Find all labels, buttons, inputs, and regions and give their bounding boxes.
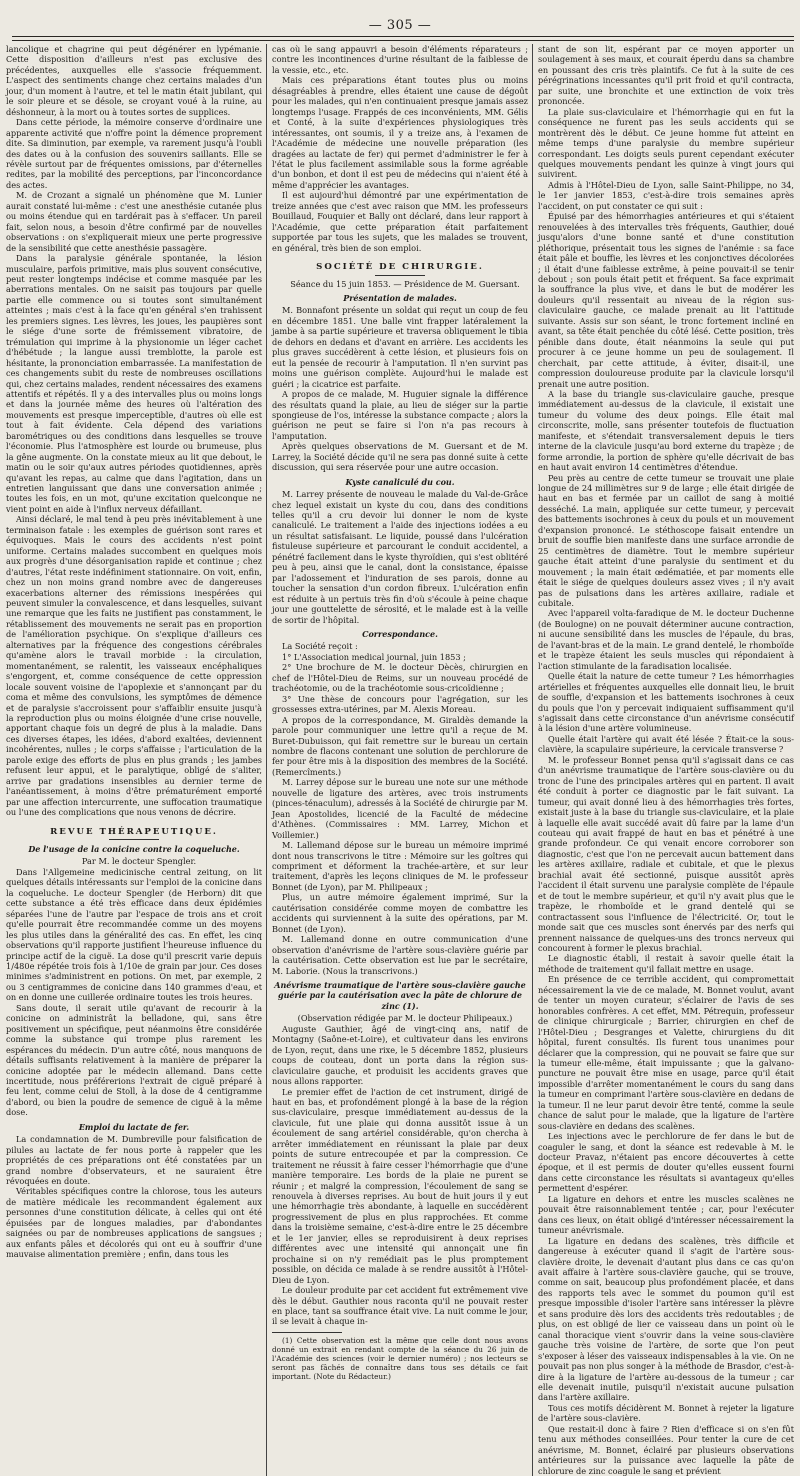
paragraph: Avec l'appareil volta-faradique de M. le docteur Duchenne (de Boulogne) on ne pouvait déterminer aucune contraction, ni aucune sensibilité dans les muscles de l'épaule, du bras, de l'avant-bras et de la main. Le grand dentelé, le rhomboïde et le trapèze étaient les seuls muscles qui répondaient à l'action stimulante de la faradisation localisée. bbox=[538, 608, 794, 671]
paragraph: Le douleur produite par cet accident fut extrêmement vive dès le début. Gauthier nous raconta qu'il ne pouvait rester en place, tant sa souffrance était vive. La nuit comme le jour, il se levait à chaque in- bbox=[272, 1285, 528, 1327]
header-rule-thin bbox=[12, 40, 794, 41]
paragraph: Quelle était la nature de cette tumeur ? Les hémorrhagies artérielles et fréquentes auxquelles elle donnait lieu, le bruit de souffle, d'expansion et les battements isochrones à ceux du pouls que l'on y percevait indiquaient suffisamment qu'il s'agissait dans cette circonstance d'un anévrisme consécutif à la lésion d'une artère volumineuse. bbox=[538, 671, 794, 734]
paragraph: M. Bonnafont présente un soldat qui reçut un coup de feu en décembre 1851. Une balle vint frapper latéralement la jambe à sa partie supérieure et traversa obliquement le tibia de dehors en dedans et d'avant en arrière. Les accidents les plus graves succédèrent à cette lésion, et plusieurs fois on eut la pensée de recourir à l'amputation. Il n'en survint pas moins une guérison complète. Aujourd'hui le malade est guéri ; la cicatrice est parfaite. bbox=[272, 305, 528, 389]
paragraph: Auguste Gauthier, âgé de vingt-cinq ans, natif de Montagny (Saône-et-Loire), et cultivateur dans les environs de Lyon, reçut, dans une rixe, le 5 décembre 1852, plusieurs coups de couteau, dont un porta dans la région sus-claviculaire gauche, et produisit les accidents graves que nous allons rapporter. bbox=[272, 1023, 528, 1087]
paragraph: Peu près au centre de cette tumeur se trouvait une plaie longue de 24 millimètres sur 9 de large ; elle était dirigée de haut en bas et fermée par un caillot de sang à moitié desséché. La main, appliquée sur cette tumeur, y percevait des battements isochrones à ceux du pouls et un mouvement d'expansion prononcé. Le stéthoscope faisait entendre un bruit de souffle bien manifeste dans une surface arrondie de 25 centimètres de diamètre. Tout le membre supérieur gauche était atteint d'une paralysie du sentiment et du mouvement ; la main était œdématiée, et par moments elle était le siége de quelques douleurs assez vives ; il n'y avait pas de pulsations dans les artères axillaire, radiale et cubitale. bbox=[538, 472, 794, 609]
paragraph: A propos de ce malade, M. Huguier signale la différence des résultats quand la plaie, au lieu de siéger sur la partie spongieuse de l'os, intéresse la substance compacte ; alors la guérison ne peut se faire si l'on n'a pas recours à l'amputation. bbox=[272, 389, 528, 441]
paragraph: La condamnation de M. Dumbreville pour falsification de pilules au lactate de fer nous porte à rappeler que les propriétés de ces préparations ont été constatées par un grand nombre d'observateurs, et ne sauraient être révoquées en doute. bbox=[6, 1134, 262, 1187]
paragraph: Quelle était l'artère qui avait été lésée ? Était-ce la sous-clavière, la scapulaire supérieure, la cervicale transverse ? bbox=[538, 733, 794, 755]
subsection-title: Correspondance. bbox=[362, 629, 438, 640]
paragraph: Ainsi déclaré, le mal tend à peu près inévitablement à une terminaison fatale : les exemples de guérison sont rares et équivoques. Mais le cours des accidents n'est point uniforme. Certains malades succombent en quelques mois aux progrès d'une désorganisation rapide et continue ; chez d'autres, l'état reste indéfiniment stationnaire. On voit, enfin, chez un non moins grand nombre avec de dangereuses exacerbations alterner des rémissions inespérées qui peuvent simuler la convalescence, et dans lesquelles, suivant une remarque que les faits ne justifient pas constamment, le rétablissement des mouvements ne serait pas en proportion de l'amélioration psychique. On s'explique d'ailleurs ces alternatives par la fréquence des congestions cérébrales qu'amène alors le travail morbide : la circulation, momentanément, se ralentit, les vaisseaux encéphaliques s'engorgent, et, comme conséquence de cette oppression locale souvent voisine de l'apoplexie et s'annonçant par du coma et même des convulsions, les symptômes de démence et de paralysie s'accroissent pour s'affaiblir ensuite jusqu'à la reproduction plus ou moins éloignée d'une crise nouvelle, apportant chaque fois un degré de plus à la maladie. Dans ces diverses étapes, les idées, d'abord exaltées, deviennent incohérentes, nulles ; le corps s'affaisse ; l'articulation de la parole exige des efforts de plus en plus grands ; les jambes refusent leur appui, et le paralytique, obligé de s'aliter, arrive par gradations insensibles au dernier terme de l'anéantissement, à moins d'être prématurément emporté par une affection intercurrente, une suffocation traumatique ou l'une des complications que nous venons de décrire. bbox=[6, 514, 262, 818]
paragraph: Sans doute, il serait utile qu'avant de recourir à la conicine on administrât la belladone, qui, sans être positivement un spécifique, peut néanmoins être considérée comme la substance qui trompe plus rarement les espérances du médecin. D'un autre côté, nous manquons de détails suffisants relativement à la manière de préparer la conicine adoptée par le médecin allemand. Dans cette incertitude, nous préférerions l'extrait de ciguë préparé à feu lent, comme celui de Stoll, à la dose de 4 centigramme d'abord, ou bien la poudre de semence de ciguë à la même dose. bbox=[6, 1002, 262, 1118]
paragraph: 1° L'Association medical journal, juin 1853 ; bbox=[282, 651, 466, 662]
paragraph: cas où le sang appauvri a besoin d'éléments réparateurs ; contre les incontinences d'urine résultant de la faiblesse de la vessie, etc., etc. bbox=[272, 44, 528, 75]
paragraph: Que restait-il donc à faire ? Rien d'efficace si on s'en fût tenu aux méthodes conseillées. Pour tenter la cure de cet anévrisme, M. Bonnet, éclairé par plusieurs observations antérieures sur la puissance avec laquelle la pâte de chlorure de zinc coagule le sang et prévient bbox=[538, 1423, 794, 1476]
paragraph: La plaie sus-claviculaire et l'hémorrhagie qui en fut la conséquence ne furent pas les seuls accidents qui se montrèrent dès le début. Ce jeune homme fut atteint en même temps d'une paralysie du membre supérieur correspondant. Les doigts seuls purent cependant exécuter quelques mouvements pendant les quinze à vingt jours qui suivirent. bbox=[538, 106, 794, 180]
paragraph: M. Lallemand donne en outre communication d'une observation d'anévrisme de l'artère sous-clavière guérie par la cautérisation. Cette observation est lue par le secrétaire, M. Laborie. (Nous la transcrivons.) bbox=[272, 934, 528, 976]
paragraph: Plus, un autre mémoire également imprimé, Sur la cautérisation considérée comme moyen de combattre les accidents qui surviennent à la suite des opérations, par M. Bonnet (de Lyon). bbox=[272, 892, 528, 934]
paragraph: Le premier effet de l'action de cet instrument, dirigé de haut en bas, et profondément plongé à la base de la région sus-claviculaire, presque immédiatement au-dessus de la clavicule, fut une plaie qui donna aussitôt issue à un écoulement de sang artériel considérable, qu'on chercha à arrêter immédiatement en réunissant la plaie par deux points de suture entrecoupée et par la compression. Ce traitement ne réussit à faire cesser l'hémorrhagie que d'une manière temporaire. Les bords de la plaie ne purent se réunir ; et malgré la compression, l'écoulement de sang se renouvela à diverses reprises. Au bout de huit jours il y eut une hémorrhagie très abondante, à laquelle en succédèrent progressivement de plus en plus rapprochées. Et comme dans la troisième semaine, c'est-à-dire entre le 25 décembre et le 1er janvier, elles se reproduisirent à deux reprises différentes avec une intensité qui annonçait une fin prochaine si on n'y remédiait pas le plus promptement possible, on décida ce malade à se rendre aussitôt à l'Hôtel-Dieu de Lyon. bbox=[272, 1086, 528, 1285]
header-rule bbox=[12, 36, 794, 37]
paragraph: Dans la paralysie générale spontanée, la lésion musculaire, parfois primitive, mais plus souvent consécutive, peut rester longtemps indécise et comme masquée par les aberrations mentales. On ne saisit pas toujours par quelle partie elle commence ou si toutes sont simultanément atteintes ; mais c'est à la face qu'en général s'en trahissent les premiers signes. Les lèvres, les joues, les paupières sont le siége d'une sorte de frémissement vibratoire, de trémulation qui imprime à la physionomie un léger cachet d'hébétude ; la langue aussi tremblotte, la parole est hésitante, la prononciation embarrassée. La manifestation de ces changements subit du reste de nombreuses oscillations qui, chez certains malades, rendent nécessaires des examens attentifs et répétés. Il y a des intervalles plus ou moins longs et dans la journée même des heures où l'altération des mouvements est presque imperceptible, d'autres où elle est tout à fait évidente. Cela dépend des variations barométriques ou des conditions dans lesquelles se trouve l'économie. Plus l'atmosphère est lourde ou brumeuse, plus la gêne augmente. On la constate mieux au lit que debout, le matin ou le soir qu'aux autres périodes quotidiennes, après qu'avant les repas, au calme que dans l'agitation, dans un entretien languissant que dans une conversation animée ; toutes les fois, en un mot, qu'une excitation quelconque ne vient point en aide à l'influx nerveux défaillant. bbox=[6, 253, 262, 514]
subsection-title: Emploi du lactate de fer. bbox=[78, 1121, 190, 1132]
paragraph: La Société reçoit : bbox=[282, 641, 358, 652]
paragraph: Le diagnostic établi, il restait à savoir quelle était la méthode de traitement qu'il fallait mettre en usage. bbox=[538, 953, 794, 974]
footnote: (1) Cette observation est la même que celle dont nous avons donné un extrait en rendant compte de la séance du 26 juin de l'Académie des sciences (voir le dernier numéro) ; nos lecteurs se seront pas fâchés de connaître dans tous ses détails ce fait important. (Note du Rédacteur.) bbox=[272, 1335, 528, 1381]
paragraph: Épuisé par des hémorrhagies antérieures et qui s'étaient renouvelées à des intervalles très fréquents, Gauthier, doué jusqu'alors d'une bonne santé et d'une constitution pléthorique, présentait tous les signes de l'anémie : sa face était pâle et bouffie, les lèvres et les conjonctives décolorées ; il était d'une faiblesse extrême, à peine pouvait-il se tenir debout ; son pouls était petit et fréquent. Sa face exprimait la souffrance la plus vive, et dans le but de modérer les douleurs qu'il ressentait au niveau de la région sus-claviculaire gauche, ce malade prenait au lit l'attitude suivante. Assis sur son séant, le tronc fortement incliné en avant, sa tête était penchée du côté lésé. Cette position, très pénible dans doute, était néanmoins la seule qui put procurer à ce jeune homme un peu de soulagement. Il cherchait, par cette attitude, à éviter, disait-il, une compression douloureuse produite par la clavicule lorsqu'il prenait une autre position. bbox=[538, 211, 794, 389]
footnote-rule bbox=[272, 1332, 342, 1333]
paragraph: Admis à l'Hôtel-Dieu de Lyon, salle Saint-Philippe, no 34, le 1er janvier 1853, c'est-à-dire trois semaines après l'accident, on put constater ce qui suit : bbox=[538, 179, 794, 211]
subsection-title: Kyste canaliculé du cou. bbox=[345, 476, 455, 487]
paragraph: Il est aujourd'hui démontré par une expérimentation de treize années que c'est avec raison que MM. les professeurs Bouillaud, Fouquier et Bally ont déclaré, dans leur rapport à l'Académie, que cette préparation était parfaitement supportée par tous les sujets, que les malades se trouvent, en général, très bien de son emploi. bbox=[272, 190, 528, 253]
column-1 bbox=[6, 44, 262, 1476]
subsection-title: De l'usage de la conicine contre la coqueluche. bbox=[28, 843, 240, 854]
paragraph: Les injections avec le perchlorure de fer dans le but de coaguler le sang, et dont la séance est redevable à M. le docteur Pravaz, n'étaient pas encore découvertes à cette époque, et il est permis de douter qu'elles eussent fourni dans cette circonstance les résultats si avantageux qu'elles permettent d'espérer. bbox=[538, 1131, 794, 1194]
paragraph: M. Lallemand dépose sur le bureau un mémoire imprimé dont nous transcrivons le titre : Mémoire sur les goîtres qui compriment et déforment la trachée-artère, et sur leur traitement, d'après les leçons cliniques de M. le professeur Bonnet (de Lyon), par M. Philipeaux ; bbox=[272, 840, 528, 892]
paragraph: M. Larrey dépose sur le bureau une note sur une méthode nouvelle de ligature des artères, avec trois instruments (pinces-ténaculum), adressés à la Société de chirurgie par M. Jean Apostolides, licencié de la Faculté de médecine d'Athènes. (Commissaires : MM. Larrey, Michon et Voillemier.) bbox=[272, 777, 528, 840]
paragraph: En présence de ce terrible accident, qui compromettait nécessairement la vie de ce malade, M. Bonnet voulut, avant de tenter un moyen curateur, s'éclairer de l'avis de ses honorables confrères. A cet effet, MM. Pétrequin, professeur de clinique chirurgicale ; Barrier, chirurgien en chef de l'Hôtel-Dieu ; Desgranges et Valette, chirurgiens du dit hôpital, furent consultés. Ils furent tous unanimes pour déclarer que la compression, qui ne pouvait se faire que sur la tumeur elle-même, était impuissante ; que la galvano-puncture ne pouvait être mise en usage, parce qu'il était impossible d'arrêter momentanément le cours du sang dans la tumeur en comprimant l'artère sous-clavière en dedans de la tumeur. Il ne leur parut devoir être tenté, comme la seule chance de salut pour le malade, que la ligature de l'artère sous-clavière en dedans des scalènes. bbox=[538, 974, 794, 1131]
paragraph: La ligature en dedans des scalènes, très difficile et dangereuse à exécuter quand il s'agit de l'artère sous-clavière droite, le devenait d'autant plus dans ce cas qu'on avait affaire à l'artère sous-clavière gauche, qui se trouve, comme on sait, beaucoup plus profondément placée, et dans des rapports tels avec le sommet du poumon qu'il est presque impossible d'isoler l'artère sans intéresser la plèvre et sans produire dès lors des accidents très redoutables ; de plus, on est obligé de lier ce vaisseau dans un point où le canal thoracique vient s'ouvrir dans la veine sous-clavière gauche très voisine de l'artère, de sorte que l'on peut s'exposer à léser des vaisseaux indispensables à la vie. On ne pouvait pas non plus songer à la méthode de Brasdor, c'est-à-dire à la ligature de l'artère au-dessous de la tumeur ; car elle devenait inutile, puisqu'il n'existait aucune pulsation dans l'artère axillaire. bbox=[538, 1235, 794, 1403]
column-3 bbox=[538, 44, 794, 1476]
page-number: — 305 — bbox=[368, 18, 432, 33]
page-header bbox=[0, 14, 800, 40]
paragraph: Tous ces motifs décidèrent M. Bonnet à rejeter la ligature de l'artère sous-clavière. bbox=[538, 1402, 794, 1424]
paragraph: A propos de la correspondance, M. Giraldès demande la parole pour communiquer une lettre qu'il a reçue de M. Buret-Dubuisson, qui fait remettre sur le bureau un certain nombre de flacons contenant une solution de perchlorure de fer pour être mis à la disposition des membres de la Société. (Remercîments.) bbox=[272, 714, 528, 777]
paragraph: Dans cette période, la mémoire conserve d'ordinaire une apparente activité que n'offre point la démence proprement dite. Sa diminution, par exemple, va rarement jusqu'à l'oubli des dates ou à la confusion des souvenirs saillants. Elle se révèle surtout par de fréquentes omissions, par d'éternelles redites, par la mobilité des perceptions, par l'inconcordance des actes. bbox=[6, 117, 262, 190]
text-columns bbox=[6, 44, 794, 1476]
column-2 bbox=[272, 44, 528, 1476]
paragraph: M. Larrey présente de nouveau le malade du Val-de-Grâce chez lequel existait un kyste du cou, dans des conditions telles qu'il a cru devoir lui donner le nom de kyste canaliculé. Le traitement a l'aide des injections iodées a eu un résultat satisfaisant. Le liquide, poussé dans l'ulcération fistuleuse supérieure et parcourant le conduit accidentel, a pénétré facilement dans le kyste thyroïdien, qui s'est oblitéré peu à peu, ainsi que le canal, dont la consistance, épaisse par l'adossement et l'induration de ses parois, donne au toucher la sensation d'un cordon fibreux. L'ulcération enfin est réduite à un pertuis très fin d'où s'écoule à peine chaque jour une gouttelette de sérosité, et le malade est à la veille de sortir de l'hôpital. bbox=[272, 489, 528, 625]
paragraph: M. de Crozant a signalé un phénomène que M. Lunier aurait constaté lui-même : c'est une anesthésie cutanée plus ou moins étendue qui en tardérait pas à s'effacer. Un pareil fait, selon nous, a besoin d'être confirmé par de nouvelles observations : on s'expliquerait mieux une perte progressive de la sensibilité que cette anesthésie passagère. bbox=[6, 190, 262, 253]
author-line: Par M. le docteur Spengler. bbox=[81, 856, 197, 867]
paragraph: Mais ces préparations étant toutes plus ou moins désagréables à prendre, elles étaient une cause de dégoût pour les malades, qui n'en continuaient presque jamais assez longtemps l'usage. Frappés de ces inconvénients, MM. Gélis et Conté, à la suite d'expériences physiologiques très intéressantes, ont soumis, il y a treize ans, à l'examen de l'Académie de médecine une nouvelle préparation (les dragées au lactate de fer) qui permet d'administrer le fer à l'état le plus facilement assimilable sous la forme agréable d'un bonbon, et dont il est peu de médecins qui n'aient été à même d'apprécier les avantages. bbox=[272, 75, 528, 190]
subsection-title: Présentation de malades. bbox=[343, 292, 457, 303]
paragraph: stant de son lit, espérant par ce moyen apporter un soulagement à ses maux, et courait éperdu dans sa chambre en poussant des cris très plaintifs. Ce fut à la suite de ces pérégrinations incessantes qu'il prit froid et qu'il contracta, par suite, une bronchite et une extinction de voix très prononcée. bbox=[538, 44, 794, 107]
paragraph: A la base du triangle sus-claviculaire gauche, presque immédiatement au-dessus de la clavicule, il existait une tumeur du volume des deux poings. Elle était mal circonscrite, molle, sans présenter toutefois de fluctuation manifeste, et s'étendait transversalement depuis le tiers interne de la clavicule jusqu'au bord externe du trapèze ; de forme arrondie, la portion de sphère qu'elle décrivait de bas en haut avait environ 14 centimètres d'étendue. bbox=[538, 388, 794, 473]
section-title: REVUE THÉRAPEUTIQUE. bbox=[50, 826, 218, 837]
paragraph: M. le professeur Bonnet pensa qu'il s'agissait dans ce cas d'un anévrisme traumatique de l'artère sous-clavière ou du tronc de l'une des principales artères qui en partent. Il avait été conduit à porter ce diagnostic par le fait suivant. La tumeur, qui avait donné lieu à des hémorrhagies très fortes, existait juste à la base du triangle sus-claviculaire, et la plaie à laquelle elle avait succédé avait dû faire par la lame d'un couteau qui avait frappé de haut en bas et pénétré à une grande profondeur. Ce qui venait encore corroborer son diagnostic, c'est que l'on ne percevait aucun battement dans les artères axillaire, radiale et cubitale, et que le plexus brachial avait été sectionné, puisque aussitôt après l'accident il était survenu une paralysie complète de l'épaule et de tout le membre supérieur, et qu'il n'y avait plus que le trapèze, le rhomboïde et le grand dentelé qui se contractassent sous l'influence de l'électricité. Or, tout le monde sait que ces muscles sont énervés par des nerfs qui prennent naissance de quelques-uns des troncs nerveux qui concourent à former le plexus brachial. bbox=[538, 754, 794, 953]
session-line: Séance du 15 juin 1853. — Présidence de M. Guersant. bbox=[290, 278, 520, 289]
paragraph: lancolique et chagrine qui peut dégénérer en lypémanie. Cette disposition d'ailleurs n'est pas exclusive des précédentes, auxquelles elle s'associe fréquemment. L'aspect des sentiments change chez certains malades d'un jour, d'un moment à l'autre, et tel le matin était jubilant, qui le soir pleure et se désole, se croyant voué à la ruine, au déshonneur, à la mort ou à toutes sortes de supplices. bbox=[6, 44, 262, 117]
section-rule bbox=[109, 839, 159, 840]
paragraph: Après quelques observations de M. Guersant et de M. Larrey, la Société décide qu'il ne sera pas donné suite à cette discussion, qui sera réservée pour une autre occasion. bbox=[272, 441, 528, 473]
section-rule bbox=[375, 275, 425, 276]
observation-credit: (Observation rédigée par M. le docteur Philipeaux.) bbox=[297, 1013, 513, 1024]
paragraph: La ligature en dehors et entre les muscles scalènes ne pouvait être raisonnablement tentée ; car, pour l'exécuter dans ces lieux, on était obligé d'intéresser nécessairement la tumeur anévrismale. bbox=[538, 1193, 794, 1236]
section-title: SOCIÉTÉ DE CHIRURGIE. bbox=[316, 262, 484, 273]
paragraph: 3° Une thèse de concours pour l'agrégation, sur les grossesses extra-utérines, par M. Alexis Moreau. bbox=[272, 693, 528, 715]
paragraph: 2° Une brochure de M. le docteur Dècès, chirurgien en chef de l'Hôtel-Dieu de Reims, sur un nouveau procédé de trachéotomie, ou de la trachéotomie sous-cricoïdienne ; bbox=[272, 662, 528, 694]
paragraph: Dans l'Allgemeine medicinische central zeitung, on lit quelques détails intéressants sur l'emploi de la conicine dans la coqueluche. Le docteur Spengler (de Herborn) dit que cette substance a été très efficace dans deux épidémies séparées l'une de l'autre par l'espace de trois ans et croit qu'elle pourrait être recommandée comme un des moyens les plus utiles dans la généralité des cas. En effet, les cinq observations qu'il rapporte justifient l'heureuse influence du principe actif de la ciguë. La dose qu'il prescrit varie depuis 1/480e répétée trois fois à 1/10e de grain par jour. Ces doses minimes s'administrent en potions. On met, par exemple, 2 ou 3 centigrammes de conicine dans 140 grammes d'eau, et on en donne une cuillerée ordinaire toutes les trois heures. bbox=[6, 866, 262, 1003]
paragraph: Véritables spécifiques contre la chlorose, tous les auteurs de matière médicale les recommandent également aux personnes d'une constitution délicate, à celles qui ont été épuisées par de longues maladies, par d'abondantes saignées ou par de nombreuses applications de sangsues ; aux enfants pâles et décolorés qui ont eu à souffrir d'une mauvaise alimentation première ; enfin, dans tous les bbox=[6, 1186, 262, 1260]
subsection-title: Anévrisme traumatique de l'artère sous-clavière gauche guérie par la cautérisation avec la pâte de chlorure de zinc (1). bbox=[274, 979, 526, 1011]
